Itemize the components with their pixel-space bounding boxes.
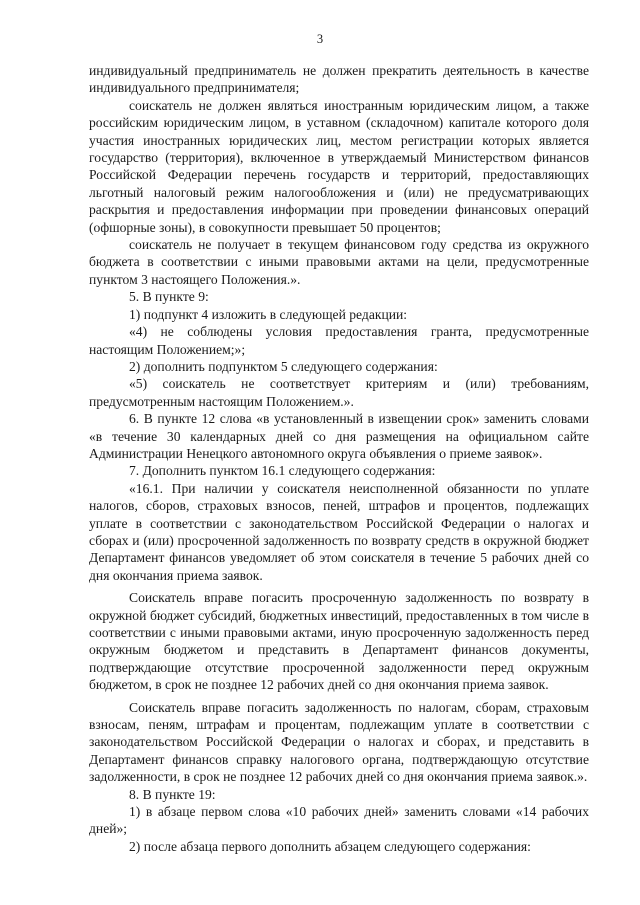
paragraph: «5) соискатель не соответствует критериям и (или) требованиям, предусмотренным настоящим Положением.». bbox=[89, 376, 589, 409]
paragraph: 8. В пункте 19: bbox=[129, 786, 216, 802]
document-body bbox=[89, 62, 589, 855]
paragraph: индивидуальный предприниматель не должен прекратить деятельность в качестве индивидуального предпринимателя; bbox=[89, 63, 589, 96]
paragraph: Соискатель вправе погасить задолженность по налогам, сборам, страховым взносам, пеням, штрафам и процентам, подлежащим уплате в соответствии с законодательством Российской Федерации о налогах и сборах, и представить в Департамент финансов справку налогового органа, подтверждающую отсутствие задолженности, в срок не позднее 12 рабочих дней со дня окончания приема заявок.». bbox=[89, 699, 589, 785]
paragraph: 7. Дополнить пунктом 16.1 следующего содержания: bbox=[129, 463, 436, 479]
paragraph: 2) дополнить подпунктом 5 следующего содержания: bbox=[129, 358, 438, 374]
paragraph: 5. В пункте 9: bbox=[129, 289, 209, 305]
paragraph: 6. В пункте 12 слова «в установленный в извещении срок» заменить словами «в течение 30 календарных дней со дня размещения на официальном сайте Администрации Ненецкого автономного округа объявления о приеме заявок». bbox=[89, 411, 589, 461]
paragraph: «4) не соблюдены условия предоставления гранта, предусмотренные настоящим Положением;»; bbox=[89, 324, 589, 357]
paragraph: 1) в абзаце первом слова «10 рабочих дней» заменить словами «14 рабочих дней»; bbox=[89, 804, 589, 837]
page-number: 3 bbox=[316, 32, 324, 46]
paragraph: соискатель не должен являться иностранным юридическим лицом, а также российским юридическим лицом, в уставном (складочном) капитале которого доля участия иностранных юридических лиц, местом регистрации которых является государство (территория), включенное в утверждаемый Министерством финансов Российской Федерации перечень государств и территорий, предоставляющих льготный налоговый режим налогообложения и (или) не предусматривающих раскрытия и предоставления информации при проведении финансовых операций (офшорные зоны), в совокупности превышает 50 процентов; bbox=[89, 97, 589, 235]
paragraph: 1) подпункт 4 изложить в следующей редакции: bbox=[129, 306, 408, 322]
paragraph: «16.1. При наличии у соискателя неисполненной обязанности по уплате налогов, сборов, страховых взносов, пеней, штрафов и процентов, подлежащих уплате в соответствии с законодательством Российской Федерации о налогах и сборах и (или) просроченной задолженность по возврату средств в окружной бюджет Департамент финансов уведомляет об этом соискателя в течение 5 рабочих дней со дня окончания приема заявок. bbox=[89, 480, 589, 583]
paragraph: Соискатель вправе погасить просроченную задолженность по возврату в окружной бюджет субсидий, бюджетных инвестиций, предоставленных в том числе в соответствии с иными правовыми актами, иную просроченную задолженность перед окружным бюджетом и представить в Департамент финансов документы, подтверждающие отсутствие просроченной задолженности перед окружным бюджетом, в срок не позднее 12 рабочих дней со дня окончания приема заявок. bbox=[89, 590, 589, 693]
paragraph: соискатель не получает в текущем финансовом году средства из окружного бюджета в соответствии с иными правовыми актами на цели, предусмотренные пунктом 3 настоящего Положения.». bbox=[89, 237, 589, 287]
paragraph: 2) после абзаца первого дополнить абзацем следующего содержания: bbox=[129, 838, 531, 854]
